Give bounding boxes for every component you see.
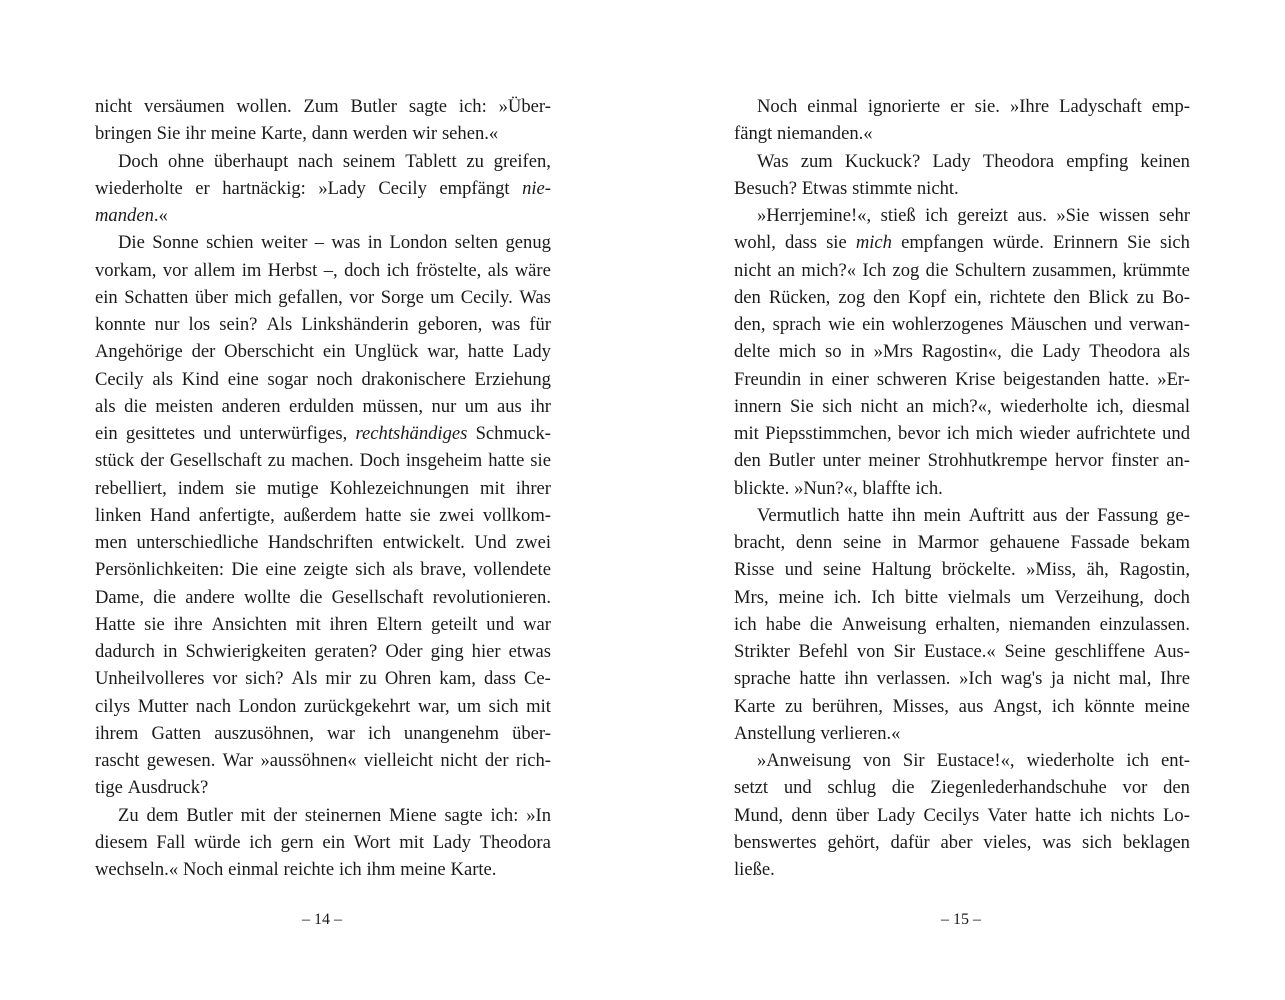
text-line: »Herrjemine!«, stieß ich gereizt aus. »Sie wissen sehr <box>757 205 1190 226</box>
text-line: sprache hatte ihn verlassen. »Ich wag's ja nicht mal, Ihre <box>734 668 1190 690</box>
text-line: Doch ohne überhaupt nach seinem Tablett zu greifen, <box>118 150 551 172</box>
text-line: Mund, denn über Lady Cecilys Vater hatte ich nichts Lo- <box>734 804 1190 826</box>
text-line: als die meisten anderen erdulden müssen, nur um aus ihr <box>95 395 551 417</box>
text-line: cilys Mutter nach London zurückgekehrt war, um sich mit <box>95 695 551 717</box>
text-line: diesem Fall würde ich gern ein Wort mit Lady Theodora <box>95 831 551 853</box>
text-line: men unterschiedliche Handschriften entwickelt. Und zwei <box>95 532 551 553</box>
text-line: setzt und schlug die Ziegenlederhandschuhe vor den <box>734 777 1190 799</box>
text-line: bringen Sie ihr meine Karte, dann werden wir sehen.« <box>95 123 499 145</box>
text-line: Strikter Befehl von Sir Eustace.« Seine geschliffene Aus- <box>734 641 1190 662</box>
text-line: den Butler unter meiner Strohhutkrempe hervor finster an- <box>734 450 1190 472</box>
text-line: ihrem Gatten auszusöhnen, war ich unangenehm über- <box>95 722 551 744</box>
left-page <box>95 93 551 883</box>
text-line: Cecily als Kind eine sogar noch drakonischere Erziehung <box>95 368 551 390</box>
text-line: ein Schatten über mich gefallen, vor Sorge um Cecily. Was <box>95 286 551 308</box>
text-line: wiederholte er hartnäckig: »Lady Cecily empfängt nie- <box>95 177 551 199</box>
text-line: Persönlichkeiten: Die eine zeigte sich als brave, vollendete <box>95 559 551 581</box>
text-line: Mrs, meine ich. Ich bitte vielmals um Verzeihung, doch <box>734 586 1190 608</box>
text-line: ließe. <box>734 859 775 880</box>
text-line: Besuch? Etwas stimmte nicht. <box>734 177 959 199</box>
text-line: Karte zu berühren, Misses, aus Angst, ich könnte meine <box>734 695 1190 717</box>
text-line: Zu dem Butler mit der steinernen Miene sagte ich: »In <box>118 804 551 826</box>
text-line: Was zum Kuckuck? Lady Theodora empfing keinen <box>757 150 1190 172</box>
text-line: manden.« <box>95 205 168 226</box>
text-line: rascht gewesen. War »aussöhnen« vielleicht nicht der rich- <box>95 750 551 771</box>
text-line: benswertes gehört, dafür aber vieles, was sich beklagen <box>734 831 1190 853</box>
text-line: wechseln.« Noch einmal reichte ich ihm meine Karte. <box>95 859 497 880</box>
text-line: Dame, die andere wollte die Gesellschaft revolutionieren. <box>95 586 551 608</box>
text-line: blickte. »Nun?«, blaffte ich. <box>734 477 943 499</box>
text-line: vorkam, vor allem im Herbst –, doch ich fröstelte, als wäre <box>95 259 551 281</box>
text-line: Noch einmal ignorierte er sie. »Ihre Ladyschaft emp- <box>757 96 1190 117</box>
text-line: Freundin in einer schweren Krise beigestanden hatte. »Er- <box>734 368 1190 390</box>
text-line: konnte nur los sein? Als Linkshänderin geboren, was für <box>95 314 551 335</box>
text-line: Unheilvolleres vor sich? Als mir zu Ohren kam, dass Ce- <box>95 668 551 690</box>
text-line: Hatte sie ihre Ansichten mit ihren Eltern geteilt und war <box>95 613 551 635</box>
text-line: den Rücken, zog den Kopf ein, richtete den Blick zu Bo- <box>734 286 1190 308</box>
text-line: Anstellung verlieren.« <box>734 722 901 744</box>
text-line: Die Sonne schien weiter – was in London selten genug <box>118 232 551 254</box>
text-line: linken Hand anfertigte, außerdem hatte sie zwei vollkom- <box>95 504 551 526</box>
text-line: nicht an mich?« Ich zog die Schultern zusammen, krümmte <box>734 259 1190 281</box>
text-line: nicht versäumen wollen. Zum Butler sagte ich: »Über- <box>95 96 551 117</box>
text-line: rebelliert, indem sie mutige Kohlezeichnungen mit ihrer <box>95 477 551 499</box>
text-line: Risse und seine Haltung bröckelte. »Miss, äh, Ragostin, <box>734 559 1190 581</box>
right-page <box>734 93 1190 883</box>
text-line: bracht, denn seine in Marmor gehauene Fassade bekam <box>734 532 1190 553</box>
text-line: innern Sie sich nicht an mich?«, wiederholte ich, diesmal <box>734 395 1190 417</box>
text-line: »Anweisung von Sir Eustace!«, wiederholte ich ent- <box>757 750 1190 771</box>
text-line: fängt niemanden.« <box>734 123 873 145</box>
text-line: delte mich so in »Mrs Ragostin«, die Lady Theodora als <box>734 341 1190 363</box>
text-line: dadurch in Schwierigkeiten geraten? Oder ging hier etwas <box>95 641 551 662</box>
text-line: Angehörige der Oberschicht ein Unglück war, hatte Lady <box>95 341 551 363</box>
text-line: wohl, dass sie mich empfangen würde. Erinnern Sie sich <box>734 232 1190 254</box>
text-line: tige Ausdruck? <box>95 777 209 799</box>
page-number-right: – 15 – <box>941 911 981 928</box>
text-line: ich habe die Anweisung erhalten, niemanden einzulassen. <box>734 613 1190 635</box>
text-line: Vermutlich hatte ihn mein Auftritt aus der Fassung ge- <box>757 504 1190 526</box>
text-line: den, sprach wie ein wohlerzogenes Mäuschen und verwan- <box>734 314 1190 335</box>
page-number-left: – 14 – <box>302 911 342 928</box>
text-line: mit Piepsstimmchen, bevor ich mich wieder aufrichtete und <box>734 423 1190 444</box>
text-line: ein gesittetes und unterwürfiges, rechtshändiges Schmuck- <box>95 423 551 444</box>
text-line: stück der Gesellschaft zu machen. Doch insgeheim hatte sie <box>95 450 551 472</box>
